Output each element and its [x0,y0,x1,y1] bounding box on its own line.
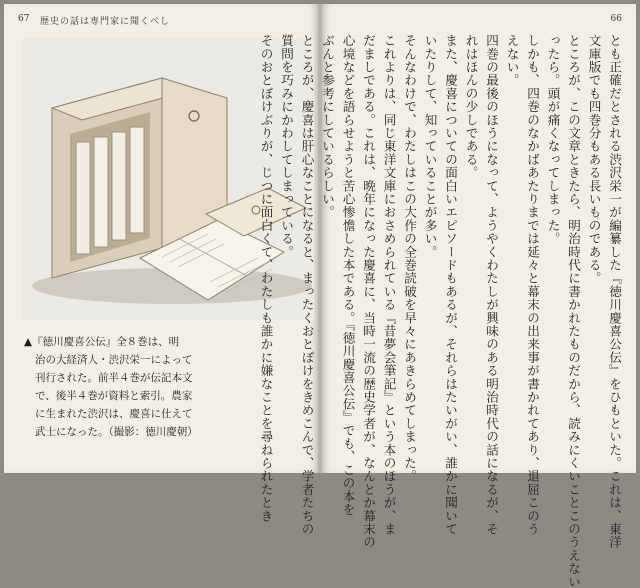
page-number-right: 66 [610,14,622,24]
text-column: えない。 [504,34,520,87]
text-column: だましである。これは、晩年になった慶喜に、当時一流の歴史学者が、なんとか幕末の [361,34,376,549]
right-page [258,4,636,588]
text-column: 四巻の最後のほうになって、ようやくわたしが興味のある明治時代の話になるが、そ [484,34,499,536]
text-column: しかも、四巻のなかばあたりまでは延々と幕末の出来事が書かれてあり、退屈このう [525,34,540,536]
text-column: ぶんと参考にしているらしい。 [320,34,335,219]
running-head: 歴史の話は専門家に聞くべし [40,17,171,27]
text-column: とも正確だとされる渋沢栄一が編纂した『徳川慶喜公伝』をひもといた。これは、東洋 [607,34,622,549]
caption-line: 治の大経済人・渋沢栄一によって [35,354,193,366]
caption-line: ▲『徳川慶喜公伝』全８巻は、明 [24,336,180,348]
text-column: いたりして、知っていることが多い。 [422,34,438,259]
text-column: れはほんの少しである。 [463,34,479,180]
text-column: そのおとぼけぶりが、じつに面白くて、わたしも誰かに嫌なことを尋ねられたとき [258,34,274,523]
caption-line: 武士になった。（撮影：徳川慶朝） [35,426,198,438]
caption-line: で、後半４巻が資料と索引。農家 [35,390,193,402]
caption-line: に生まれた渋沢は、慶喜に仕えて [35,408,193,420]
text-column: また、慶喜についての面白いエピソードもあるが、それらはたいがい、誰かに聞いて [443,34,458,536]
text-column: 文庫版でも四巻分もある長いものである。 [586,34,602,285]
text-column: 心境などを語らせようと苦心惨憺した本である。『徳川慶喜公伝』でも、この本を [340,34,356,517]
text-column: 質問を巧みにかわしてしまっている。 [279,34,294,259]
vertical-body-text [258,34,624,588]
page-number-left: 67 [18,14,30,24]
caption-line: 刊行された。前半４巻が伝記本文 [35,372,193,384]
text-column: これよりは、同じ東洋文庫におさめられている『昔夢会筆記』という本のほうが、ま [381,34,397,536]
text-column: ところが、この文章ときたら、明治時代に書かれたものだから、読みにくいことこのうえない [566,34,581,588]
text-column: ったら。頭が痛くなってしまった。 [545,34,561,246]
text-column: そんなわけで、わたしはこの大作の全巻読破を早々にあきらめてしまった。 [402,34,417,483]
text-column: ところが、慶喜は肝心なことになると、まったくおとぼけをきめこんで、学者たちの [299,34,315,536]
